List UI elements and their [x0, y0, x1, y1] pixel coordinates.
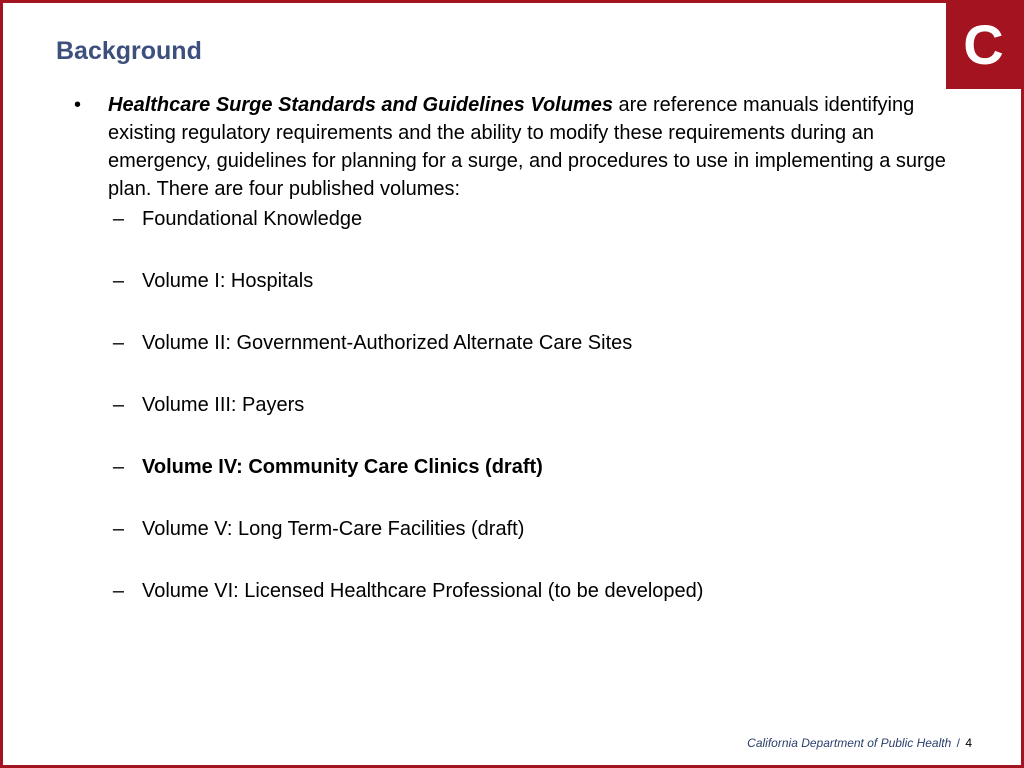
dash-icon: –: [112, 580, 124, 602]
volume-label: Volume II: Government-Authorized Alternate Care Sites: [142, 332, 633, 354]
footer-organization: California Department of Public Health: [747, 736, 952, 750]
dash-icon: –: [112, 270, 124, 292]
bullet-icon: •: [74, 94, 82, 116]
volume-label: Volume III: Payers: [142, 394, 305, 416]
volume-label: Volume IV: Community Care Clinics (draft): [142, 456, 543, 478]
logo-letter: C: [963, 13, 1004, 76]
dash-icon: –: [112, 332, 124, 354]
lead-text: are reference manuals identifying existing regulatory requirements and the ability to modify these requirements during an emergency, guidelines for planning for a surge, and procedures to use in implementing a surge plan. There are four published volumes:: [108, 94, 946, 200]
volume-list-item: [72, 453, 972, 482]
dash-icon: –: [112, 518, 124, 540]
volume-label: Volume VI: Licensed Healthcare Professional (to be developed): [142, 580, 704, 602]
dash-icon: –: [112, 394, 124, 416]
volume-label: Volume I: Hospitals: [142, 270, 314, 292]
volume-list-item: [72, 205, 972, 234]
footer-separator: /: [956, 736, 960, 750]
logo-badge: [946, 3, 1021, 89]
volume-list-item: [72, 577, 972, 606]
volume-list-item: [72, 267, 972, 296]
main-bullet-text: [108, 91, 972, 203]
volume-list-item: [72, 515, 972, 544]
slide-title: Background: [56, 37, 202, 65]
volume-label: Volume V: Long Term-Care Facilities (draft): [142, 518, 525, 540]
dash-icon: –: [112, 456, 124, 478]
slide-content: [72, 91, 972, 639]
volume-list-item: [72, 329, 972, 358]
main-bullet: [72, 91, 972, 203]
footer: [747, 736, 972, 750]
dash-icon: –: [112, 208, 124, 230]
page-number: 4: [965, 736, 972, 750]
volume-list-item: [72, 391, 972, 420]
lead-emphasis: Healthcare Surge Standards and Guidelines Volumes: [108, 94, 613, 116]
volume-list: [72, 205, 972, 606]
volume-label: Foundational Knowledge: [142, 208, 363, 230]
